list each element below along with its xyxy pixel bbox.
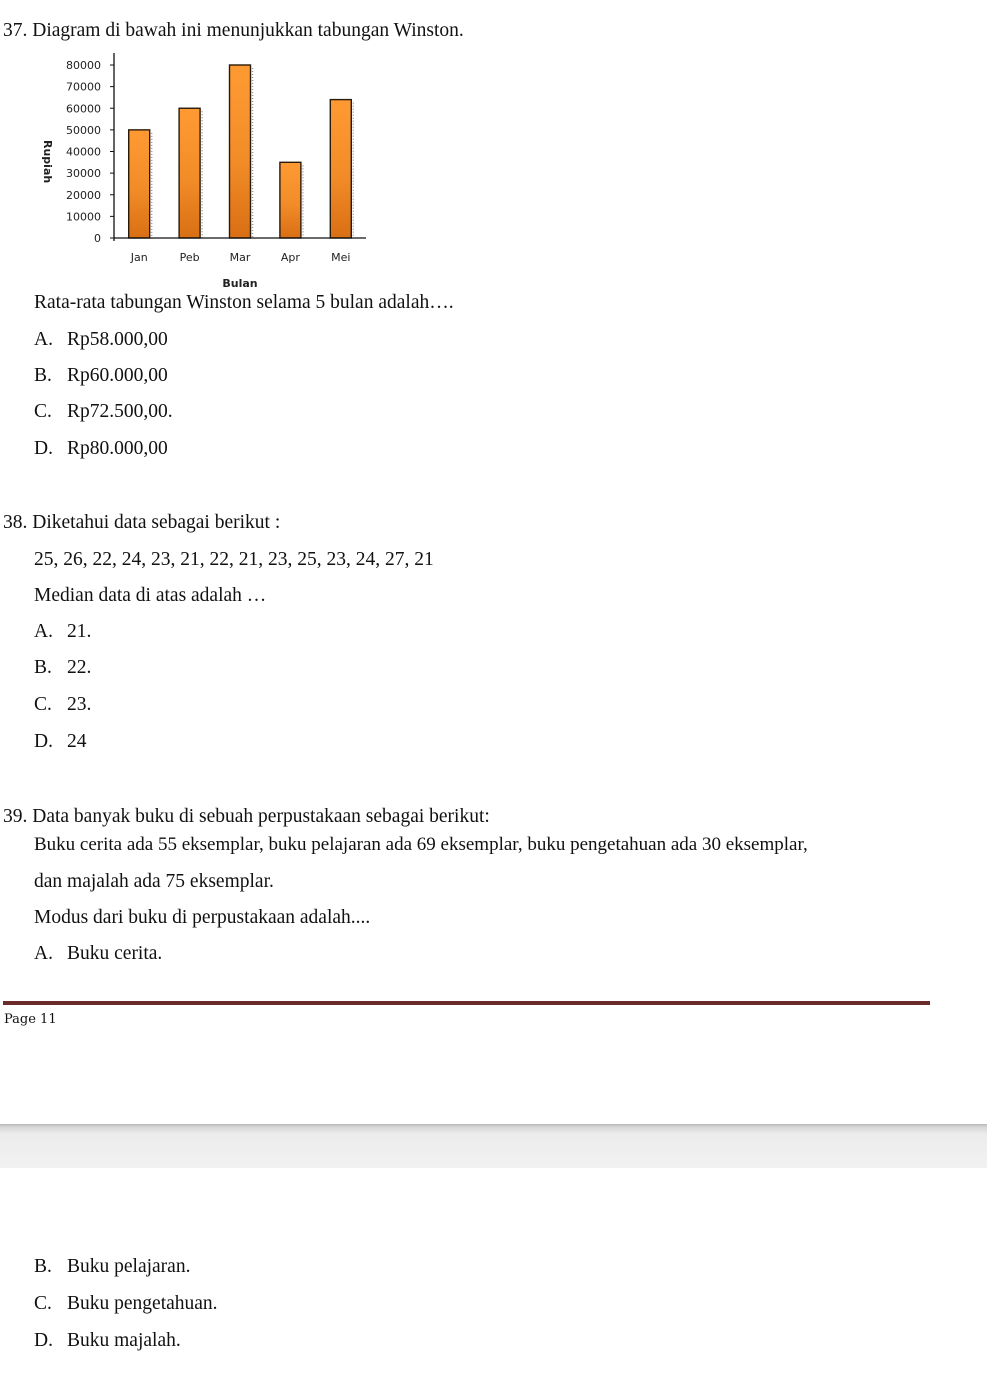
page-break-gap: [0, 1124, 987, 1168]
option-letter: A.: [34, 329, 53, 350]
bar-mei: [330, 100, 351, 238]
y-tick-label: 50000: [66, 123, 101, 137]
page-number: Page 11: [4, 1012, 57, 1027]
q38-option-b[interactable]: [34, 657, 91, 679]
page-footer-rule: [3, 1001, 930, 1005]
question-39-prompt: Modus dari buku di perpustakaan adalah....: [34, 907, 371, 928]
option-letter: C.: [34, 1293, 52, 1314]
question-39-body-line1: Buku cerita ada 55 eksemplar, buku pelajaran ada 69 eksemplar, buku pengetahuan ada 30 eksemplar,: [34, 834, 808, 855]
y-tick-label: 20000: [66, 188, 101, 202]
x-tick-label: Apr: [280, 251, 300, 264]
q39-option-b[interactable]: [34, 1256, 190, 1278]
savings-bar-chart: [0, 45, 400, 295]
option-letter: C.: [34, 694, 52, 715]
option-text: Buku pelajaran.: [67, 1256, 191, 1277]
option-text: 21.: [67, 621, 92, 642]
option-text: Rp60.000,00: [67, 365, 168, 386]
y-tick-label: 70000: [66, 80, 101, 94]
y-tick-label: 30000: [66, 167, 101, 181]
question-37-prompt: Rata-rata tabungan Winston selama 5 bulan adalah….: [34, 292, 454, 313]
option-letter: D.: [34, 438, 53, 459]
q37-option-d[interactable]: [34, 438, 168, 460]
q37-option-b[interactable]: [34, 365, 168, 387]
option-letter: B.: [34, 657, 52, 678]
y-tick-label: 80000: [66, 59, 101, 72]
bar-apr: [280, 162, 301, 238]
y-tick-label: 40000: [66, 145, 101, 159]
option-letter: A.: [34, 621, 53, 642]
bar-peb: [179, 108, 200, 238]
bar-mar: [230, 65, 251, 238]
option-letter: C.: [34, 401, 52, 422]
q37-option-c[interactable]: [34, 401, 173, 423]
option-letter: A.: [34, 943, 53, 964]
x-tick-label: Peb: [179, 251, 200, 264]
option-text: Rp72.500,00.: [67, 401, 173, 422]
x-axis-label: Bulan: [222, 277, 258, 290]
q39-option-a[interactable]: [34, 943, 162, 965]
x-tick-label: Mar: [229, 251, 251, 264]
option-text: Buku cerita.: [67, 943, 163, 964]
question-38-title: 38. Diketahui data sebagai berikut :: [3, 512, 281, 533]
y-axis-label: Rupiah: [41, 140, 54, 184]
option-text: 23.: [67, 694, 92, 715]
question-39-title: 39. Data banyak buku di sebuah perpustakaan sebagai berikut:: [3, 806, 490, 827]
x-tick-label: Mei: [331, 251, 351, 264]
x-tick-label: Jan: [130, 251, 148, 264]
q39-option-c[interactable]: [34, 1293, 218, 1315]
q38-option-c[interactable]: [34, 694, 91, 716]
option-text: Buku pengetahuan.: [67, 1293, 218, 1314]
q37-option-a[interactable]: [34, 329, 168, 351]
option-text: Rp58.000,00: [67, 329, 168, 350]
y-tick-label: 60000: [66, 102, 101, 116]
option-letter: D.: [34, 1330, 53, 1351]
y-tick-label: 10000: [66, 210, 101, 224]
bar-jan: [129, 130, 150, 238]
y-tick-label: 0: [94, 232, 101, 245]
option-text: Rp80.000,00: [67, 438, 168, 459]
q38-option-a[interactable]: [34, 621, 91, 643]
q38-option-d[interactable]: [34, 731, 87, 753]
option-letter: B.: [34, 1256, 52, 1277]
question-38-data: 25, 26, 22, 24, 23, 21, 22, 21, 23, 25, 23, 24, 27, 21: [34, 549, 434, 570]
option-letter: B.: [34, 365, 52, 386]
option-letter: D.: [34, 731, 53, 752]
option-text: 24: [67, 731, 87, 752]
question-39-body-line2: dan majalah ada 75 eksemplar.: [34, 871, 274, 892]
q39-option-d[interactable]: [34, 1330, 181, 1352]
question-37-title: 37. Diagram di bawah ini menunjukkan tabungan Winston.: [3, 20, 464, 41]
option-text: Buku majalah.: [67, 1330, 181, 1351]
option-text: 22.: [67, 657, 92, 678]
question-38-prompt: Median data di atas adalah …: [34, 585, 267, 606]
